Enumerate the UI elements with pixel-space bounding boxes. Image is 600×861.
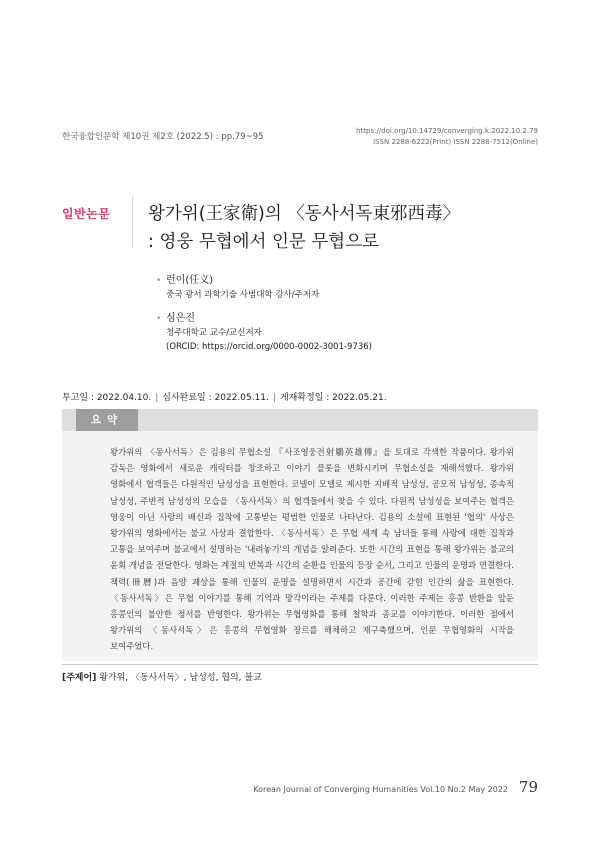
keywords-label: [주제어] [62, 673, 97, 683]
date-separator: | [155, 393, 159, 403]
keywords-divider [62, 664, 538, 665]
author-affiliation: 청주대학교 교수/교신저자 [166, 328, 262, 338]
issn-text: ISSN 2288-6222(Print) ISSN 2288-7512(Online) [373, 137, 538, 146]
doi-link[interactable]: https://doi.org/10.14729/converging.k.2022.10.2.79 [356, 127, 538, 135]
submission-dates [62, 390, 387, 403]
abstract-body: 왕가위의 〈동사서독〉은 김용의 무협소설 『사조영웅전射鵰英雄傳』을 토대로 각색한 작품이다. 왕가위 감독은 영화에서 새로운 캐릭터를 창조하고 이야기 플롯을 변화시키며 무협소설을 재해석했다. 왕가위 영화에서 협객들은 다원적인 남성성을 표현한다. 코넬이 모델로 제시한 지배적 남성성, 공모적 남성성, 종속적 남성성, 주변적 남성성의 모습을 〈동사서독〉의 협객들에서 찾을 수 있다. 다원적 남성성을 보여주는 협객은 영웅이 아닌 사랑의 배신과 집착에 고통받는 평범한 인물로 나타난다. 김용의 소설에 표현된 '협의' 사상은 왕가위의 영화에서는 불교 사상과 결합한다. 〈동사서독〉은 무협 세계 속 남녀들 통해 사랑에 대한 집착과 고통을 보여주며 불교에서 설명하는 '내려놓기'의 개념을 알려준다. 또한 시간의 표현을 통해 왕가위는 불교의 윤회 개념을 전달한다. 영화는 계절의 반복과 시간의 순환을 인물의 등장 순서, 그리고 인물의 운명과 연결한다. 책력(冊曆)과 음양 괘상을 통해 인물의 운명을 설명하면서 시간과 공간에 갇힌 인간의 삶을 표현한다. 〈동사서독〉은 무협 이야기를 통해 기억과 망각이라는 주제를 다룬다. 이러한 주제는 홍콩 반환을 앞둔 홍콩인의 불안한 정서를 반영한다. 왕가위는 무협영화를 통해 철학과 종교를 이야기한다. 이러한 점에서 왕가위의 〈동사서독〉은 홍콩의 무협영화 장르를 해체하고 재구축했으며, 인문 무협영화의 시작을 보여주었다. [110, 447, 514, 652]
author-affiliation: 중국 광서 과학기술 사범대학 강사/주저자 [166, 290, 320, 300]
abstract-heading: 요약 [76, 409, 138, 431]
doi-issn-block [356, 126, 538, 147]
journal-citation: 한국융합인문학 제10권 제2호 (2022.5) : pp.79~95 [62, 132, 264, 142]
article-subtitle: : 영웅 무협에서 인문 무협으로 [148, 232, 380, 252]
title-divider [132, 196, 133, 248]
article-category: 일반논문 [62, 207, 111, 221]
title-block [148, 200, 460, 256]
author-name: 런이(任义) [166, 275, 214, 286]
author-list [156, 274, 373, 364]
author-orcid[interactable]: (ORCID: https://orcid.org/0000-0002-3001-9736) [166, 342, 373, 352]
author-1 [156, 274, 372, 302]
reviewed-date: 심사완료일 : 2022.05.11. [162, 393, 269, 403]
footer-journal: Korean Journal of Converging Humanities Vol.10 No.2 May 2022 [253, 785, 508, 794]
bullet-icon: • [156, 314, 162, 324]
author-2 [156, 312, 373, 354]
author-name: 심은진 [166, 313, 195, 324]
keywords [62, 670, 262, 683]
page-number: 79 [518, 778, 538, 796]
date-separator: | [272, 393, 276, 403]
received-date: 투고일 : 2022.04.10. [62, 393, 152, 403]
bullet-icon: • [156, 276, 162, 286]
keywords-text: 왕가위, 〈동사서독〉, 남성성, 협의, 불교 [99, 673, 262, 683]
accepted-date: 게재확정일 : 2022.05.21. [279, 393, 387, 403]
article-title: 왕가위(王家衛)의 〈동사서독東邪西毒〉 [148, 204, 460, 224]
